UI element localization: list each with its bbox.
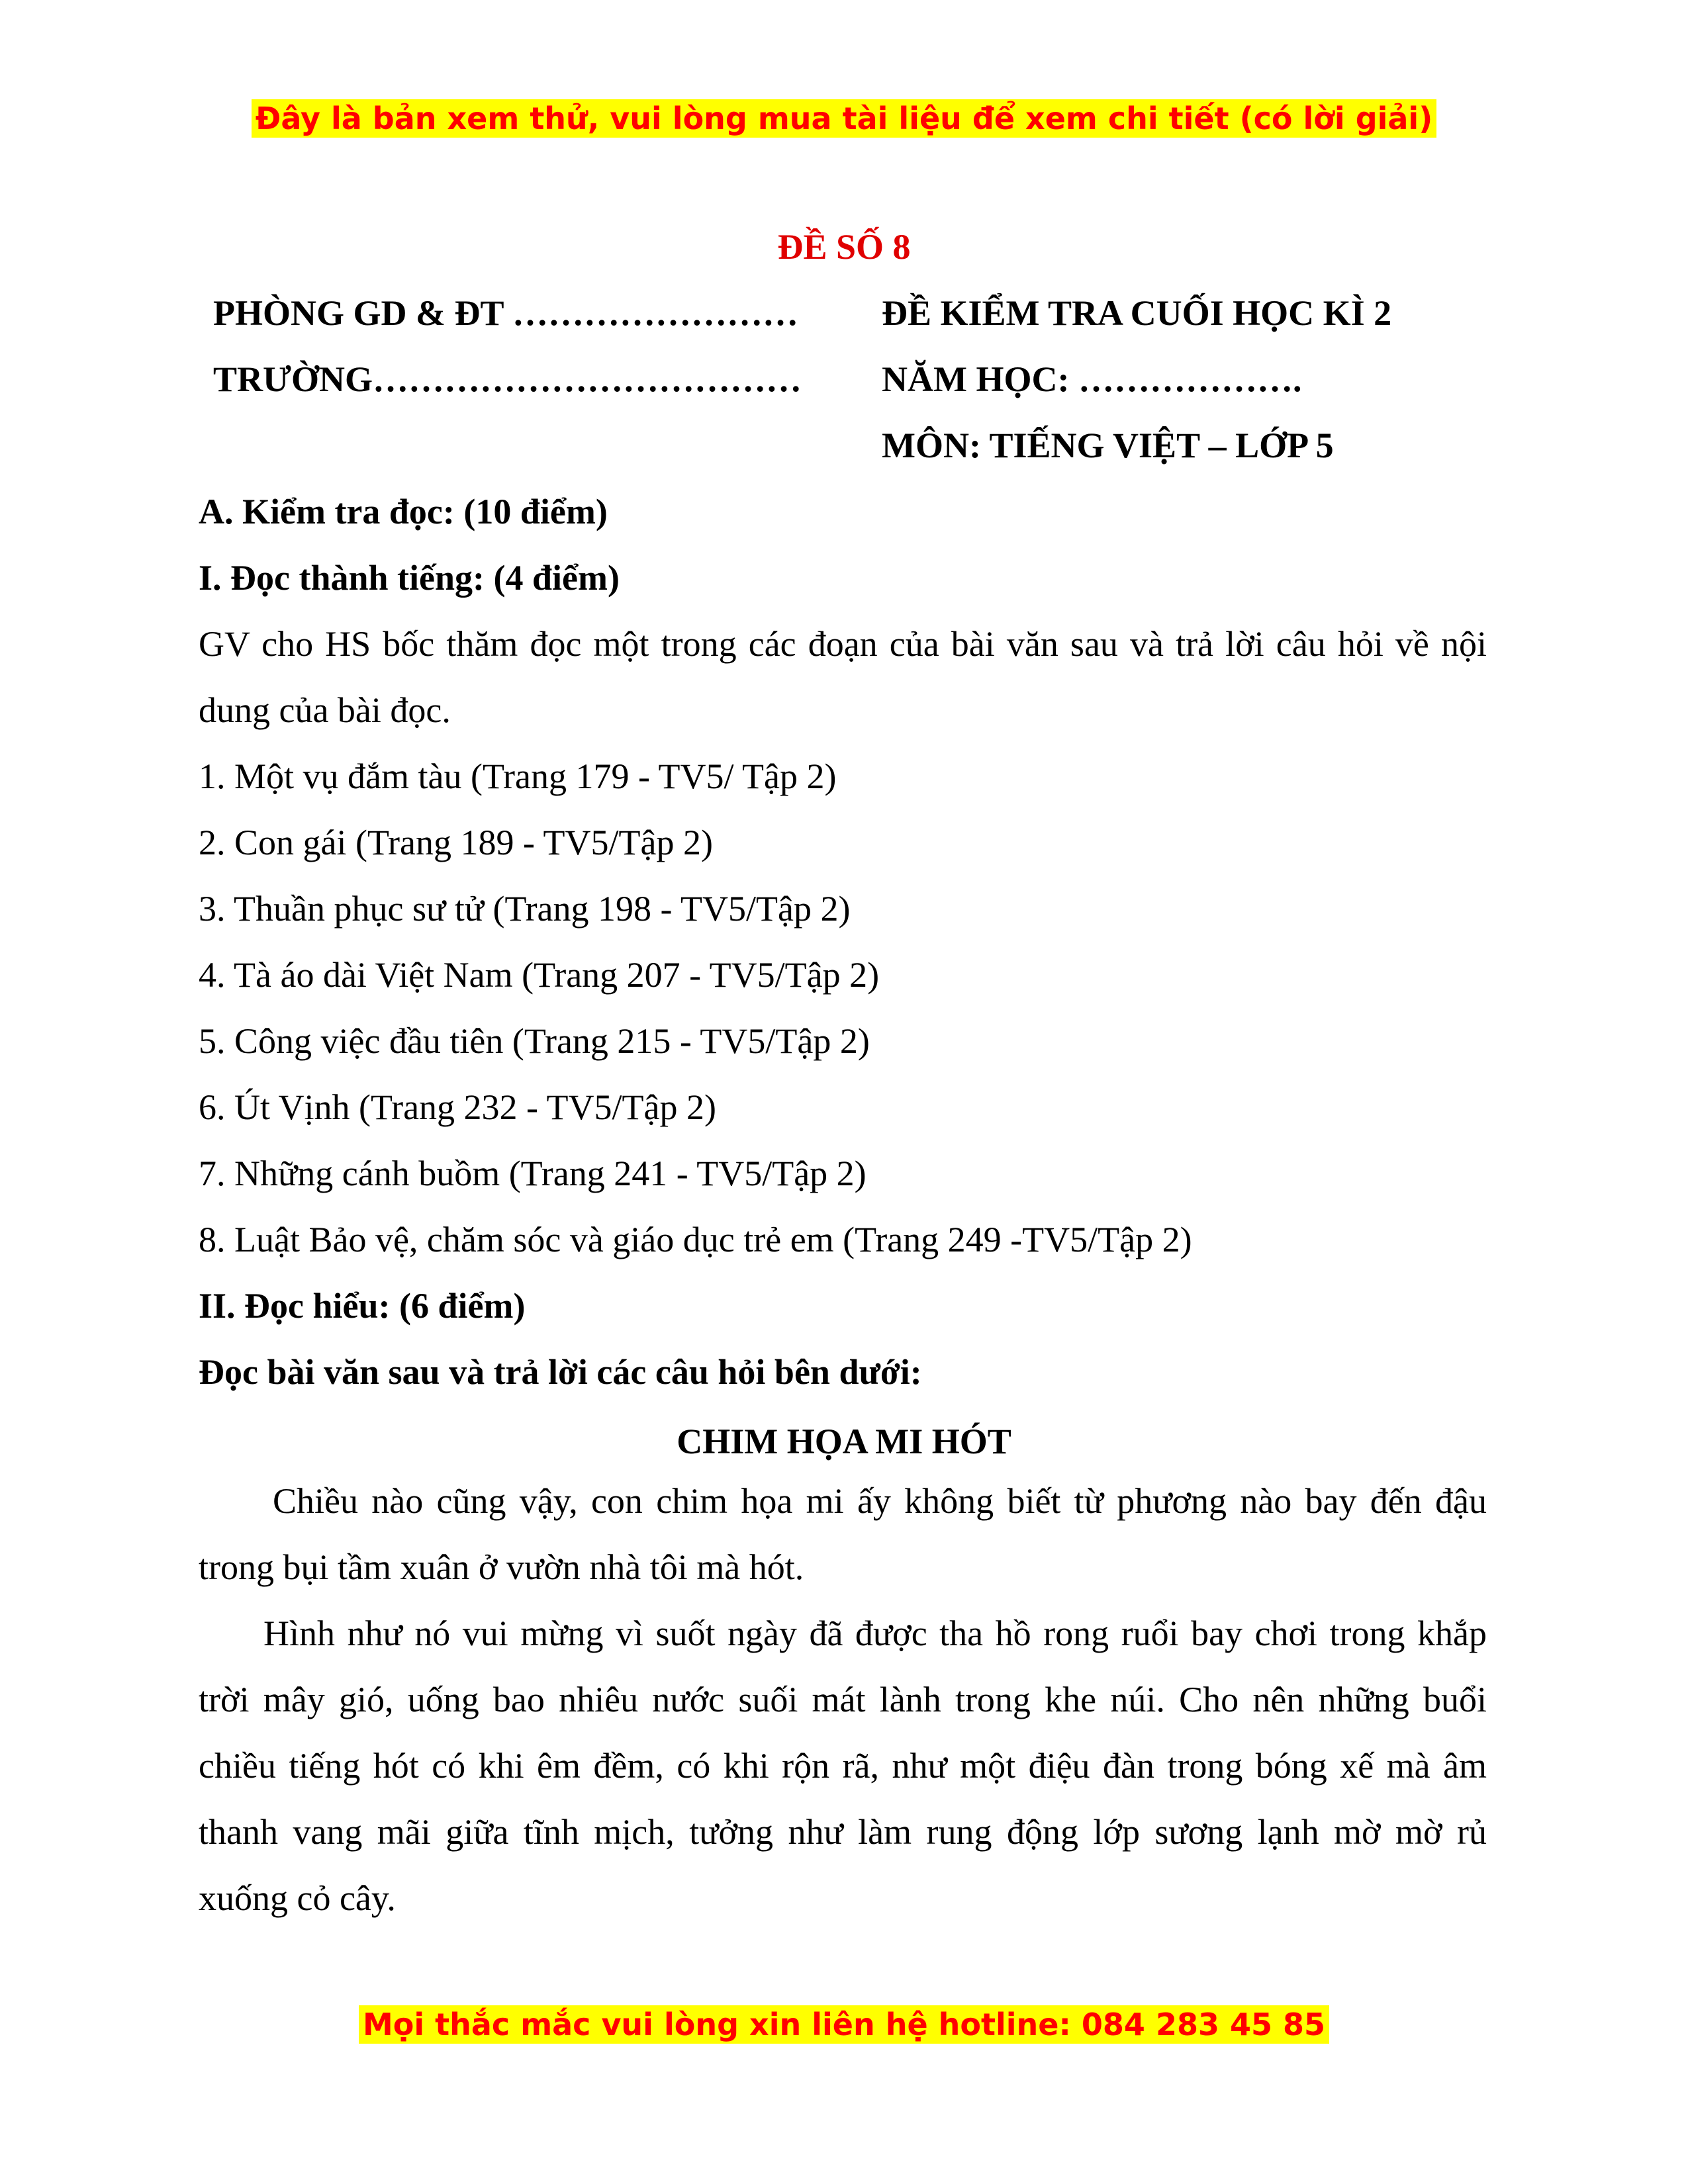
instruction-reading-aloud: GV cho HS bốc thăm đọc một trong các đoạn của bài văn sau và trả lời câu hỏi về nội dung của bài đọc. <box>199 624 1487 730</box>
story-title: CHIM HỌA MI HÓT <box>677 1422 1011 1461</box>
reading-list-item: 3. Thuần phục sư tử (Trang 198 - TV5/Tập 2) <box>199 889 851 929</box>
reading-comprehension-instruction: Đọc bài văn sau và trả lời các câu hỏi bên dưới: <box>199 1352 922 1392</box>
header-school: TRƯỜNG……………………………… <box>213 359 802 399</box>
story-paragraph-1: Chiều nào cũng vậy, con chim họa mi ấy không biết từ phương nào bay đến đậu trong bụi tầm xuân ở vườn nhà tôi mà hót. <box>199 1481 1487 1587</box>
reading-list-item: 7. Những cánh buồm (Trang 241 - TV5/Tập 2) <box>199 1154 867 1193</box>
section-ii-heading: II. Đọc hiểu: (6 điểm) <box>199 1286 526 1326</box>
header-exam-title: ĐỀ KIỂM TRA CUỐI HỌC KÌ 2 <box>882 293 1392 333</box>
reading-list-item: 6. Út Vịnh (Trang 232 - TV5/Tập 2) <box>199 1087 716 1127</box>
exam-number: ĐỀ SỐ 8 <box>777 227 911 267</box>
section-i-heading: I. Đọc thành tiếng: (4 điểm) <box>199 558 620 598</box>
story-paragraph-2: Hình như nó vui mừng vì suốt ngày đã được tha hồ rong ruổi bay chơi trong khắp trời mây gió, uống bao nhiêu nước suối mát lành trong khe núi. Cho nên những buổi chiều tiếng hót có khi êm đềm, có khi rộn rã, như một điệu đàn trong bóng xế mà âm thanh vang mãi giữa tĩnh mịch, tưởng như làm rung động lớp sương lạnh mờ mờ rủ xuống cỏ cây. <box>199 1614 1487 1918</box>
reading-list-item: 8. Luật Bảo vệ, chăm sóc và giáo dục trẻ em (Trang 249 -TV5/Tập 2) <box>199 1220 1192 1259</box>
reading-list-item: 4. Tà áo dài Việt Nam (Trang 207 - TV5/Tập 2) <box>199 955 880 995</box>
reading-list-item: 5. Công việc đầu tiên (Trang 215 - TV5/Tập 2) <box>199 1021 870 1061</box>
hotline-notice-text: Mọi thắc mắc vui lòng xin liên hệ hotline: 084 283 45 85 <box>359 2005 1329 2044</box>
header-school-year: NĂM HỌC: ………………. <box>882 359 1302 399</box>
header-subject: MÔN: TIẾNG VIỆT – LỚP 5 <box>882 426 1334 465</box>
section-a-heading: A. Kiểm tra đọc: (10 điểm) <box>199 492 608 531</box>
header-department: PHÒNG GD & ĐT …………………… <box>213 293 799 333</box>
reading-list-item: 1. Một vụ đắm tàu (Trang 179 - TV5/ Tập 2) <box>199 756 837 796</box>
preview-notice-text: Đây là bản xem thử, vui lòng mua tài liệu để xem chi tiết (có lời giải) <box>252 99 1436 138</box>
reading-list-item: 2. Con gái (Trang 189 - TV5/Tập 2) <box>199 823 713 862</box>
preview-notice <box>0 98 1688 139</box>
hotline-notice <box>0 2004 1688 2045</box>
